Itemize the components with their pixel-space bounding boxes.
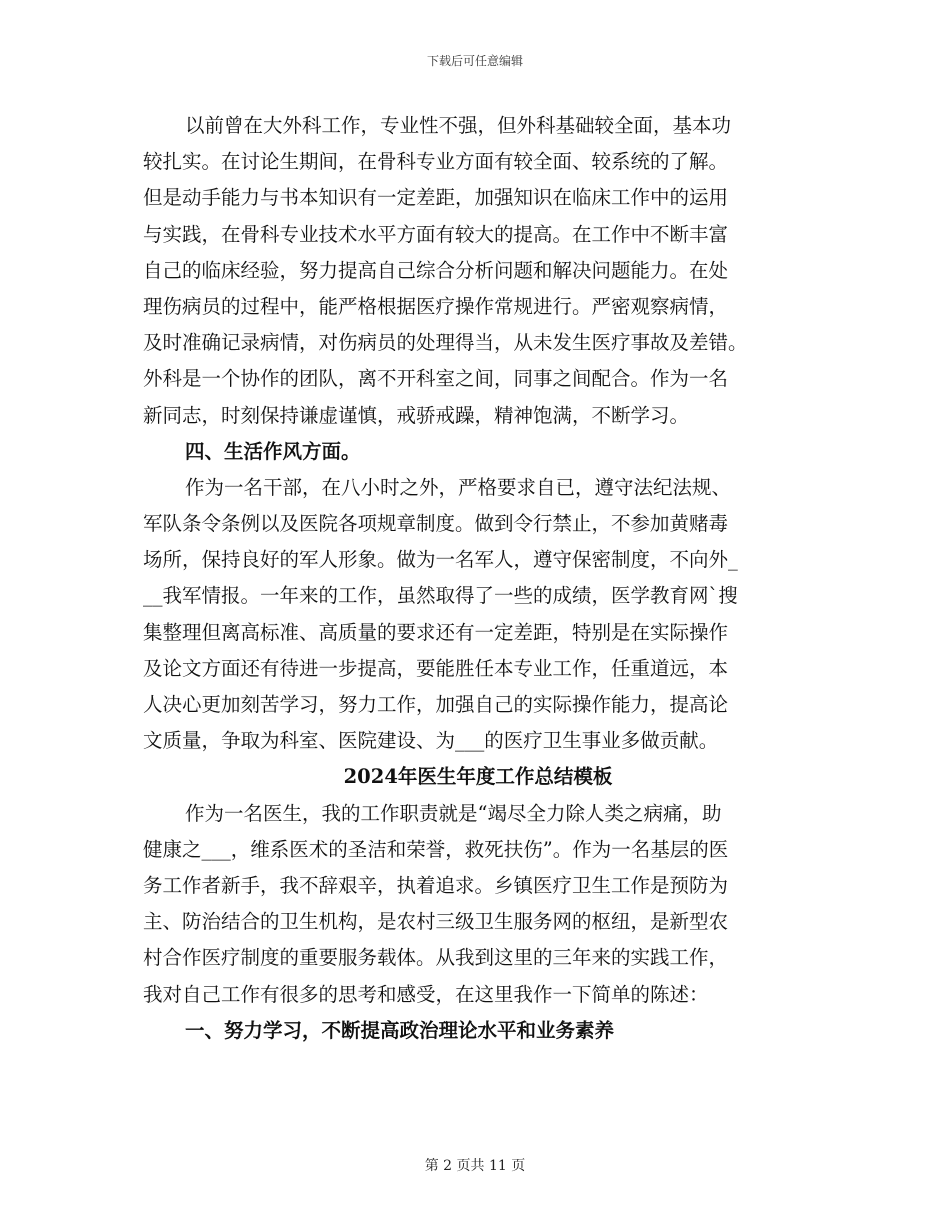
text-line: __我军情报。一年来的工作，虽然取得了一些的成绩，医学教育网`搜 xyxy=(143,584,738,608)
text-line: 作为一名医生，我的工作职责就是“竭尽全力除人类之病痛，助 xyxy=(185,801,722,825)
text-line: 较扎实。在讨论生期间，在骨科专业方面有较全面、较系统的了解。 xyxy=(143,150,729,174)
text-line: 人决心更加刻苦学习，努力工作，加强自己的实际操作能力，提高论 xyxy=(143,693,729,716)
text-line: 作为一名干部，在八小时之外，严格要求自已，遵守法纪法规、 xyxy=(185,475,732,499)
text-line: 但是动手能力与书本知识有一定差距，加强知识在临床工作中的运用 xyxy=(143,186,729,210)
text-line: 外科是一个协作的团队，离不开科室之间，同事之间配合。作为一名 xyxy=(143,367,729,391)
page-footer: 第 2 页共 11 页 xyxy=(424,1158,526,1174)
text-line: 及时准确记录病情，对伤病员的处理得当，从未发生医疗事故及差错。 xyxy=(143,331,748,355)
document-body xyxy=(143,108,813,1049)
text-line: 集整理但离高标准、高质量的要求还有一定差距，特别是在实际操作 xyxy=(143,620,729,644)
section-heading: 一、努力学习，不断提高政治理论水平和业务素养 xyxy=(185,1018,615,1042)
text-line: 新同志，时刻保持谦虚谨慎，戒骄戒躁，精神饱满，不断学习。 xyxy=(143,403,690,427)
text-line: 场所，保持良好的军人形象。做为一名军人，遵守保密制度，不向外_ xyxy=(143,548,738,572)
text-line: 及论文方面还有待进一步提高，要能胜任本专业工作，任重道远，本 xyxy=(143,656,729,680)
text-line: 与实践，在骨科专业技术水平方面有较大的提高。在工作中不断丰富 xyxy=(143,222,729,246)
text-line: 我对自己工作有很多的思考和感受，在这里我作一下简单的陈述： xyxy=(143,982,709,1006)
document-title: 2024年医生年度工作总结模板 xyxy=(343,765,613,789)
text-line: 理伤病员的过程中，能严格根据医疗操作常规进行。严密观察病情， xyxy=(143,294,729,318)
text-line: 健康之___，维系医术的圣洁和荣誉，救死扶伤”。作为一名基层的医 xyxy=(143,837,729,861)
text-line: 务工作者新手，我不辞艰辛，执着追求。乡镇医疗卫生工作是预防为 xyxy=(143,873,729,897)
text-line: 军队条令条例以及医院各项规章制度。做到令行禁止，不参加黄赌毒 xyxy=(143,512,729,536)
text-line: 主、防治结合的卫生机构，是农村三级卫生服务网的枢纽，是新型农 xyxy=(143,910,729,934)
text-line: 村合作医疗制度的重要服务载体。从我到这里的三年来的实践工作， xyxy=(143,946,729,970)
text-line: 文质量，争取为科室、医院建设、为___的医疗卫生事业多做贡献。 xyxy=(143,729,719,753)
section-heading: 四、生活作风方面。 xyxy=(185,439,361,463)
page-header: 下载后可任意编辑 xyxy=(426,54,523,68)
text-line: 自己的临床经验，努力提高自己综合分析问题和解决问题能力。在处 xyxy=(143,258,729,282)
text-line: 以前曾在大外科工作，专业性不强，但外科基础较全面，基本功 xyxy=(185,114,732,137)
